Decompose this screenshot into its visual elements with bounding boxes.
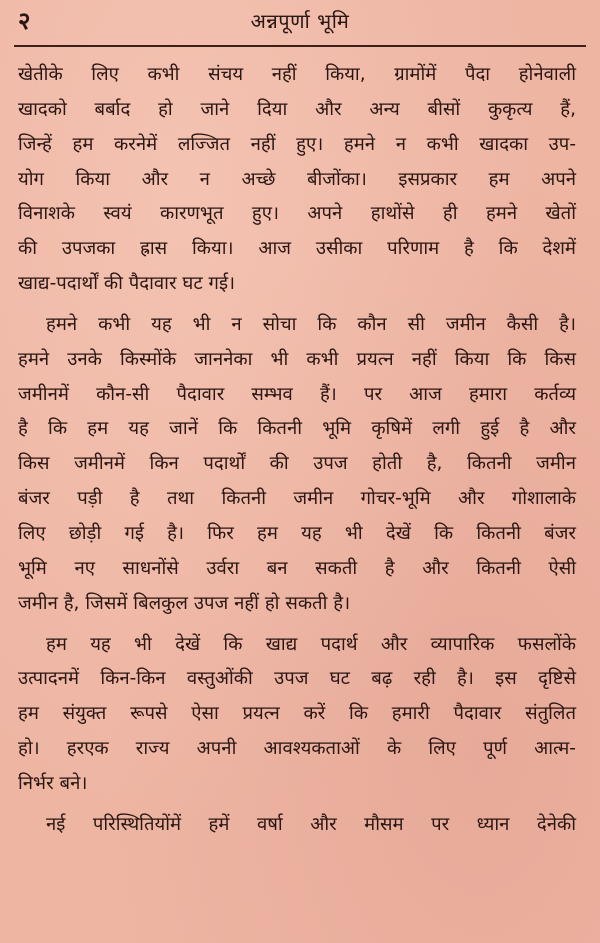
running-title: अन्नपूर्णा भूमि xyxy=(250,9,350,33)
text-line: लिए छोड़ी गई है। फिर हम यह भी देखें कि कितनी बंजर xyxy=(18,522,576,544)
text-line: उत्पादनमें किन-किन वस्तुओंकी उपज घट बढ़ रही है। इस दृष्टिसे xyxy=(18,668,576,690)
text-line: हमने कभी यह भी न सोचा कि कौन सी जमीन कैसी है। xyxy=(46,313,576,335)
text-line: निर्भर बने। xyxy=(18,772,88,794)
text-line: हम यह भी देखें कि खाद्य पदार्थ और व्यापारिक फसलोंके xyxy=(46,633,576,655)
text-line: जमीनमें कौन-सी पैदावार सम्भव हैं। पर आज हमारा कर्तव्य xyxy=(18,383,576,405)
text-line: हो। हरएक राज्य अपनी आवश्यकताओं के लिए पूर्ण आत्म- xyxy=(18,738,576,760)
text-line: खेतीके लिए कभी संचय नहीं किया, ग्रामोंमें पैदा होनेवाली xyxy=(18,64,576,85)
body-text xyxy=(18,58,576,843)
text-line: बंजर पड़ी है तथा कितनी जमीन गोचर-भूमि और गोशालाके xyxy=(18,488,576,510)
page-number: २ xyxy=(18,7,31,35)
text-line: की उपजका ह्रास किया। आज उसीका परिणाम है कि देशमें xyxy=(18,238,576,260)
text-line: है कि हम यह जानें कि कितनी भूमि कृषिमें लगी हुई है और xyxy=(18,418,576,440)
page-header xyxy=(0,0,600,44)
text-line: भूमि नए साधनोंसे उर्वरा बन सकती है और कितनी ऐसी xyxy=(18,557,576,579)
text-line: खाद्य-पदार्थों की पैदावार घट गई। xyxy=(18,273,236,295)
text-line: विनाशके स्वयं कारणभूत हुए। अपने हाथोंसे ही हमने खेतों xyxy=(18,203,576,225)
text-line: किस जमीनमें किन पदार्थों की उपज होती है, कितनी जमीन xyxy=(18,453,576,475)
text-line: जिन्हें हम करनेमें लज्जित नहीं हुए। हमने न कभी खादका उप- xyxy=(18,133,576,155)
text-line: खादको बर्बाद हो जाने दिया और अन्य बीसों कुकृत्य हैं, xyxy=(18,98,576,120)
text-line: नई परिस्थितियोंमें हमें वर्षा और मौसम पर ध्यान देनेकी xyxy=(46,813,576,835)
text-line: जमीन है, जिसमें बिलकुल उपज नहीं हो सकती है। xyxy=(18,592,351,614)
header-rule xyxy=(14,45,586,47)
text-line: हमने उनके किस्मोंके जाननेका भी कभी प्रयत्न नहीं किया कि किस xyxy=(18,348,576,370)
text-line: योग किया और न अच्छे बीजोंका। इसप्रकार हम अपने xyxy=(18,168,576,190)
text-line: हम संयुक्त रूपसे ऐसा प्रयत्न करें कि हमारी पैदावार संतुलित xyxy=(18,703,576,725)
